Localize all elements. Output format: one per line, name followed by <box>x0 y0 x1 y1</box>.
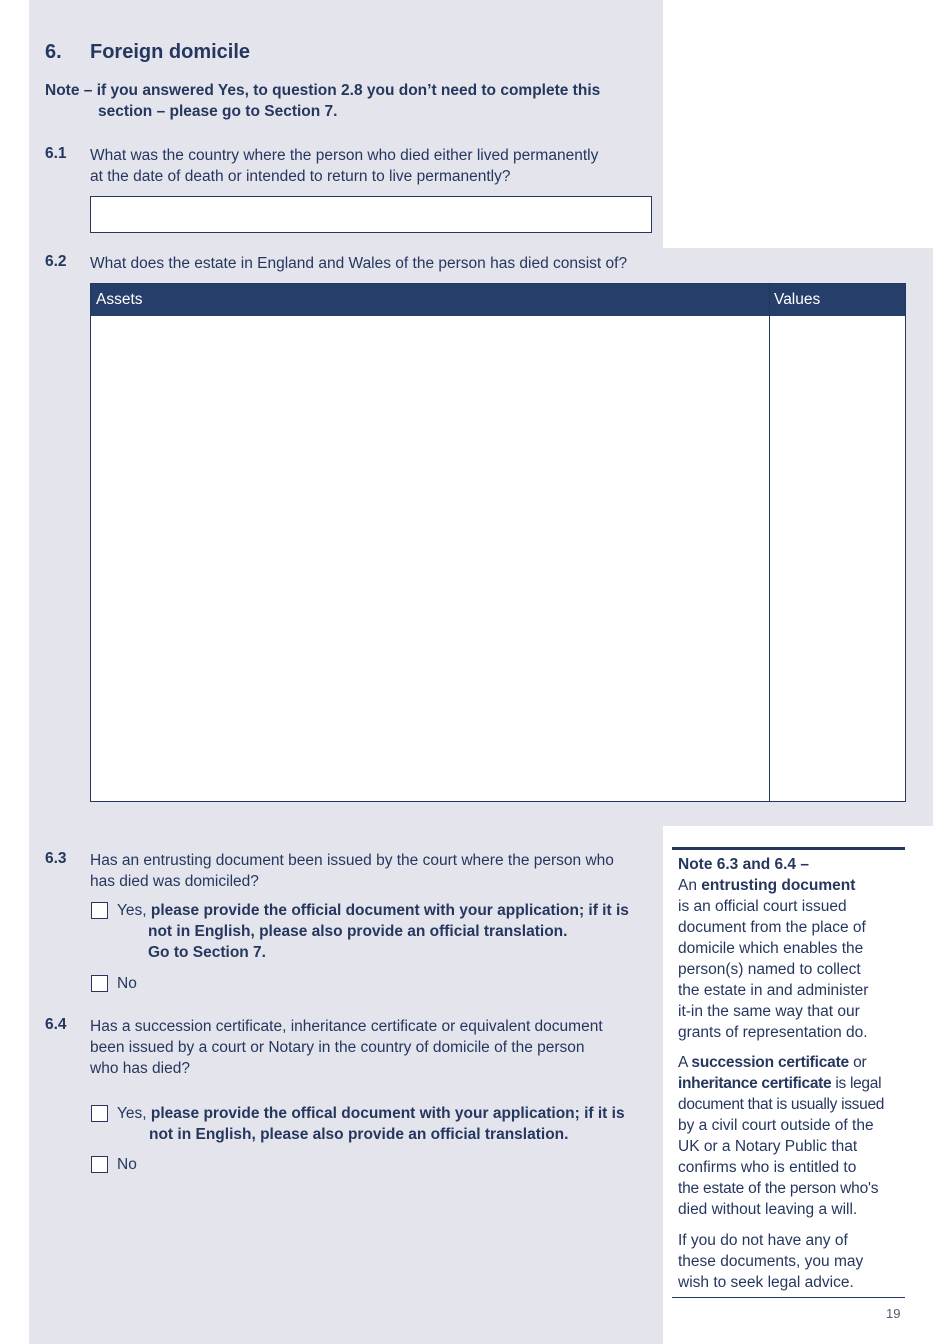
sidenote-top-rule <box>672 847 905 850</box>
q64-yes-checkbox[interactable] <box>91 1105 108 1122</box>
sidenote-p1-line: the estate in and administer <box>678 982 869 999</box>
sidenote-p3-line: wish to seek legal advice. <box>678 1274 854 1291</box>
sidenote-p2-line: died without leaving a will. <box>678 1201 858 1218</box>
sidenote-p2-line: by a civil court outside of the <box>678 1117 874 1134</box>
q64-yes-option <box>117 1103 657 1145</box>
values-header <box>770 284 905 316</box>
q64-number: 6.4 <box>45 1016 67 1033</box>
sidenote-p1-line: document from the place of <box>678 919 866 936</box>
q63-text <box>90 850 660 892</box>
sidenote <box>678 854 903 1293</box>
q63-yes-label: Yes, <box>117 902 147 919</box>
q64-line2: been issued by a court or Notary in the country of domicile of the person <box>90 1039 585 1056</box>
sidenote-p3-line: If you do not have any of <box>678 1232 848 1249</box>
q63-line1: Has an entrusting document been issued by the court where the person who <box>90 852 614 869</box>
sidenote-p2-term1: succession certificate <box>691 1054 849 1071</box>
note <box>45 80 655 122</box>
sidenote-p3-line: these documents, you may <box>678 1253 864 1270</box>
q63-number: 6.3 <box>45 850 67 867</box>
country-field[interactable] <box>90 196 652 233</box>
assets-cell[interactable] <box>91 316 769 801</box>
q61-line1: What was the country where the person who died either lived permanently <box>90 147 599 164</box>
q63-no-label: No <box>117 975 137 992</box>
note-line1: if you answered Yes, to question 2.8 you don’t need to complete this <box>96 82 601 99</box>
q63-no-checkbox[interactable] <box>91 975 108 992</box>
q64-no-checkbox[interactable] <box>91 1156 108 1173</box>
q64-line3: who has died? <box>90 1060 190 1077</box>
sidenote-p1-line: it-in the same way that our <box>678 1003 860 1020</box>
q63-yes-option <box>117 900 657 963</box>
q61-line2: at the date of death or intended to return to live permanently? <box>90 168 511 185</box>
q62-number: 6.2 <box>45 253 67 270</box>
section-title: Foreign domicile <box>90 41 251 63</box>
values-column-header: Values <box>774 291 821 308</box>
sidenote-p2-islegal: is legal <box>835 1075 882 1092</box>
q64-yes-label: Yes, <box>117 1105 147 1122</box>
q64-line1: Has a succession certificate, inheritance certificate or equivalent document <box>90 1018 603 1035</box>
q64-yes-instruction2: not in English, please also provide an official translation. <box>149 1126 569 1143</box>
sidenote-p2-line: UK or a Notary Public that <box>678 1138 858 1155</box>
assets-table <box>90 283 906 802</box>
q63-yes-instruction3: Go to Section 7. <box>148 944 266 961</box>
sidenote-heading: Note 6.3 and 6.4 – <box>678 856 809 873</box>
assets-column-header: Assets <box>96 291 143 308</box>
q63-yes-instruction1: please provide the official document with your application; if it is <box>150 902 629 919</box>
q63-yes-checkbox[interactable] <box>91 902 108 919</box>
q63-yes-instruction2: not in English, please also provide an official translation. <box>148 923 568 940</box>
values-cell[interactable] <box>770 316 905 801</box>
q63-line2: has died was domiciled? <box>90 873 259 890</box>
note-prefix: Note – <box>45 82 93 99</box>
q64-yes-instruction1: please provide the offical document with your application; if it is <box>150 1105 625 1122</box>
sidenote-p2-line: document that is usually issued <box>678 1096 885 1113</box>
sidenote-p1-term: entrusting document <box>701 877 856 894</box>
q61-text <box>90 145 655 187</box>
sidenote-p2-or: or <box>853 1054 867 1071</box>
sidenote-p2-line: the estate of the person who's <box>678 1180 879 1197</box>
assets-header <box>91 284 769 316</box>
sidenote-p1-line: is an official court issued <box>678 898 847 915</box>
sidenote-p2-line: confirms who is entitled to <box>678 1159 857 1176</box>
q61-number: 6.1 <box>45 145 67 162</box>
sidenote-p2-term2: inheritance certificate <box>678 1075 832 1092</box>
q64-no-label: No <box>117 1156 137 1173</box>
sidenote-p1-line: grants of representation do. <box>678 1024 868 1041</box>
q62-text: What does the estate in England and Wales of the person has died consist of? <box>90 255 628 272</box>
sidenote-p1-line: domicile which enables the <box>678 940 864 957</box>
q64-text <box>90 1016 660 1079</box>
note-line2: section – please go to Section 7. <box>98 103 338 120</box>
sidenote-p2-a: A <box>678 1054 688 1071</box>
sidenote-p1-line: person(s) named to collect <box>678 961 861 978</box>
sidenote-bottom-rule <box>672 1297 905 1298</box>
section-number: 6. <box>45 41 62 63</box>
page-number: 19 <box>886 1306 901 1321</box>
sidenote-p1-an: An <box>678 877 697 894</box>
